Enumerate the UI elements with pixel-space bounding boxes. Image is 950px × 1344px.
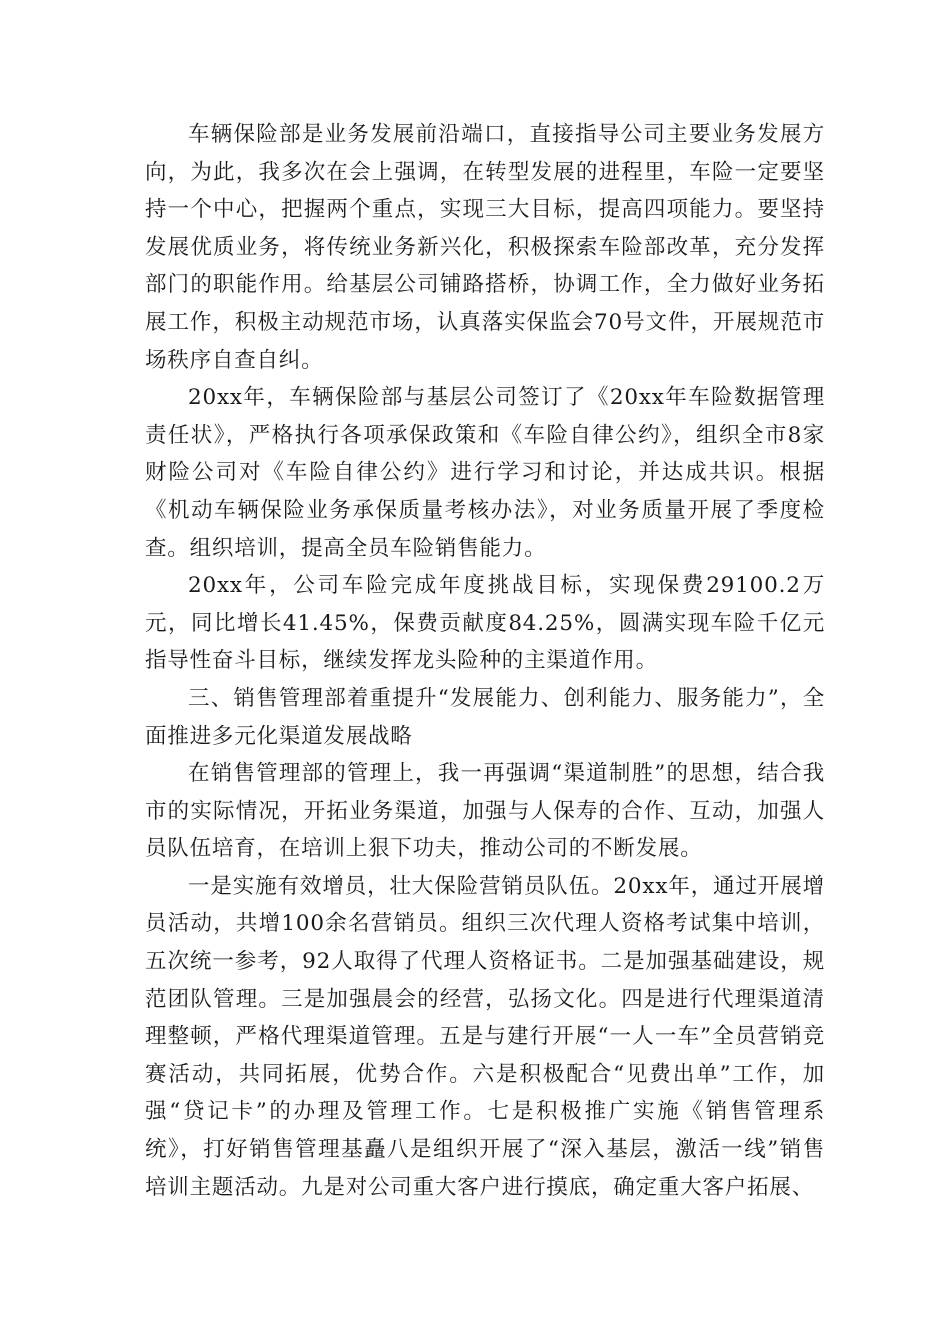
document-body [145, 116, 825, 1206]
paragraph-vehicle-insurance-dept: 车辆保险部是业务发展前沿端口，直接指导公司主要业务发展方向，为此，我多次在会上强调，在转型发展的进程里，车险一定要坚持一个中心，把握两个重点，实现三大目标，提高四项能力。要坚持发展优质业务，将传统业务新兴化，积极探索车险部改革，充分发挥部门的职能作用。给基层公司铺路搭桥，协调工作，全力做好业务拓展工作，积极主动规范市场，认真落实保监会70号文件，开展规范市场秩序自查自纠。 [145, 122, 825, 373]
paragraph-premium-results: 20xx年，公司车险完成年度挑战目标，实现保费29100.2万元，同比增长41.45%，保费贡献度84.25%，圆满实现车险千亿元指导性奋斗目标，继续发挥龙头险种的主渠道作用。 [145, 573, 825, 674]
paragraph-channel-strategy: 在销售管理部的管理上，我一再强调“渠道制胜”的思想，结合我市的实际情况，开拓业务渠道，加强与人保寿的合作、互动，加强人员队伍培育，在培训上狠下功夫，推动公司的不断发展。 [145, 761, 825, 862]
paragraph-data-management: 20xx年，车辆保险部与基层公司签订了《20xx年车险数据管理责任状》，严格执行各项承保政策和《车险自律公约》，组织全市8家财险公司对《车险自律公约》进行学习和讨论，并达成共识。根据《机动车辆保险业务承保质量考核办法》，对业务质量开展了季度检查。组织培训，提高全员车险销售能力。 [145, 385, 825, 561]
paragraph-sales-measures: 一是实施有效增员，壮大保险营销员队伍。20xx年，通过开展增员活动，共增100余名营销员。组织三次代理人资格考试集中培训，五次统一参考，92人取得了代理人资格证书。二是加强基础建设，规范团队管理。三是加强晨会的经营，弘扬文化。四是进行代理渠道清理整顿，严格代理渠道管理。五是与建行开展“一人一车”全员营销竞赛活动，共同拓展，优势合作。六是积极配合“见费出单”工作，加强“贷记卡”的办理及管理工作。七是积极推广实施《销售管理系统》，打好销售管理基矗八是组织开展了“深入基层，激活一线”销售培训主题活动。九是对公司重大客户进行摸底，确定重大客户拓展、 [145, 873, 825, 1200]
section-heading-sales-management: 三、销售管理部着重提升“发展能力、创利能力、服务能力”，全面推进多元化渠道发展战略 [145, 685, 825, 749]
